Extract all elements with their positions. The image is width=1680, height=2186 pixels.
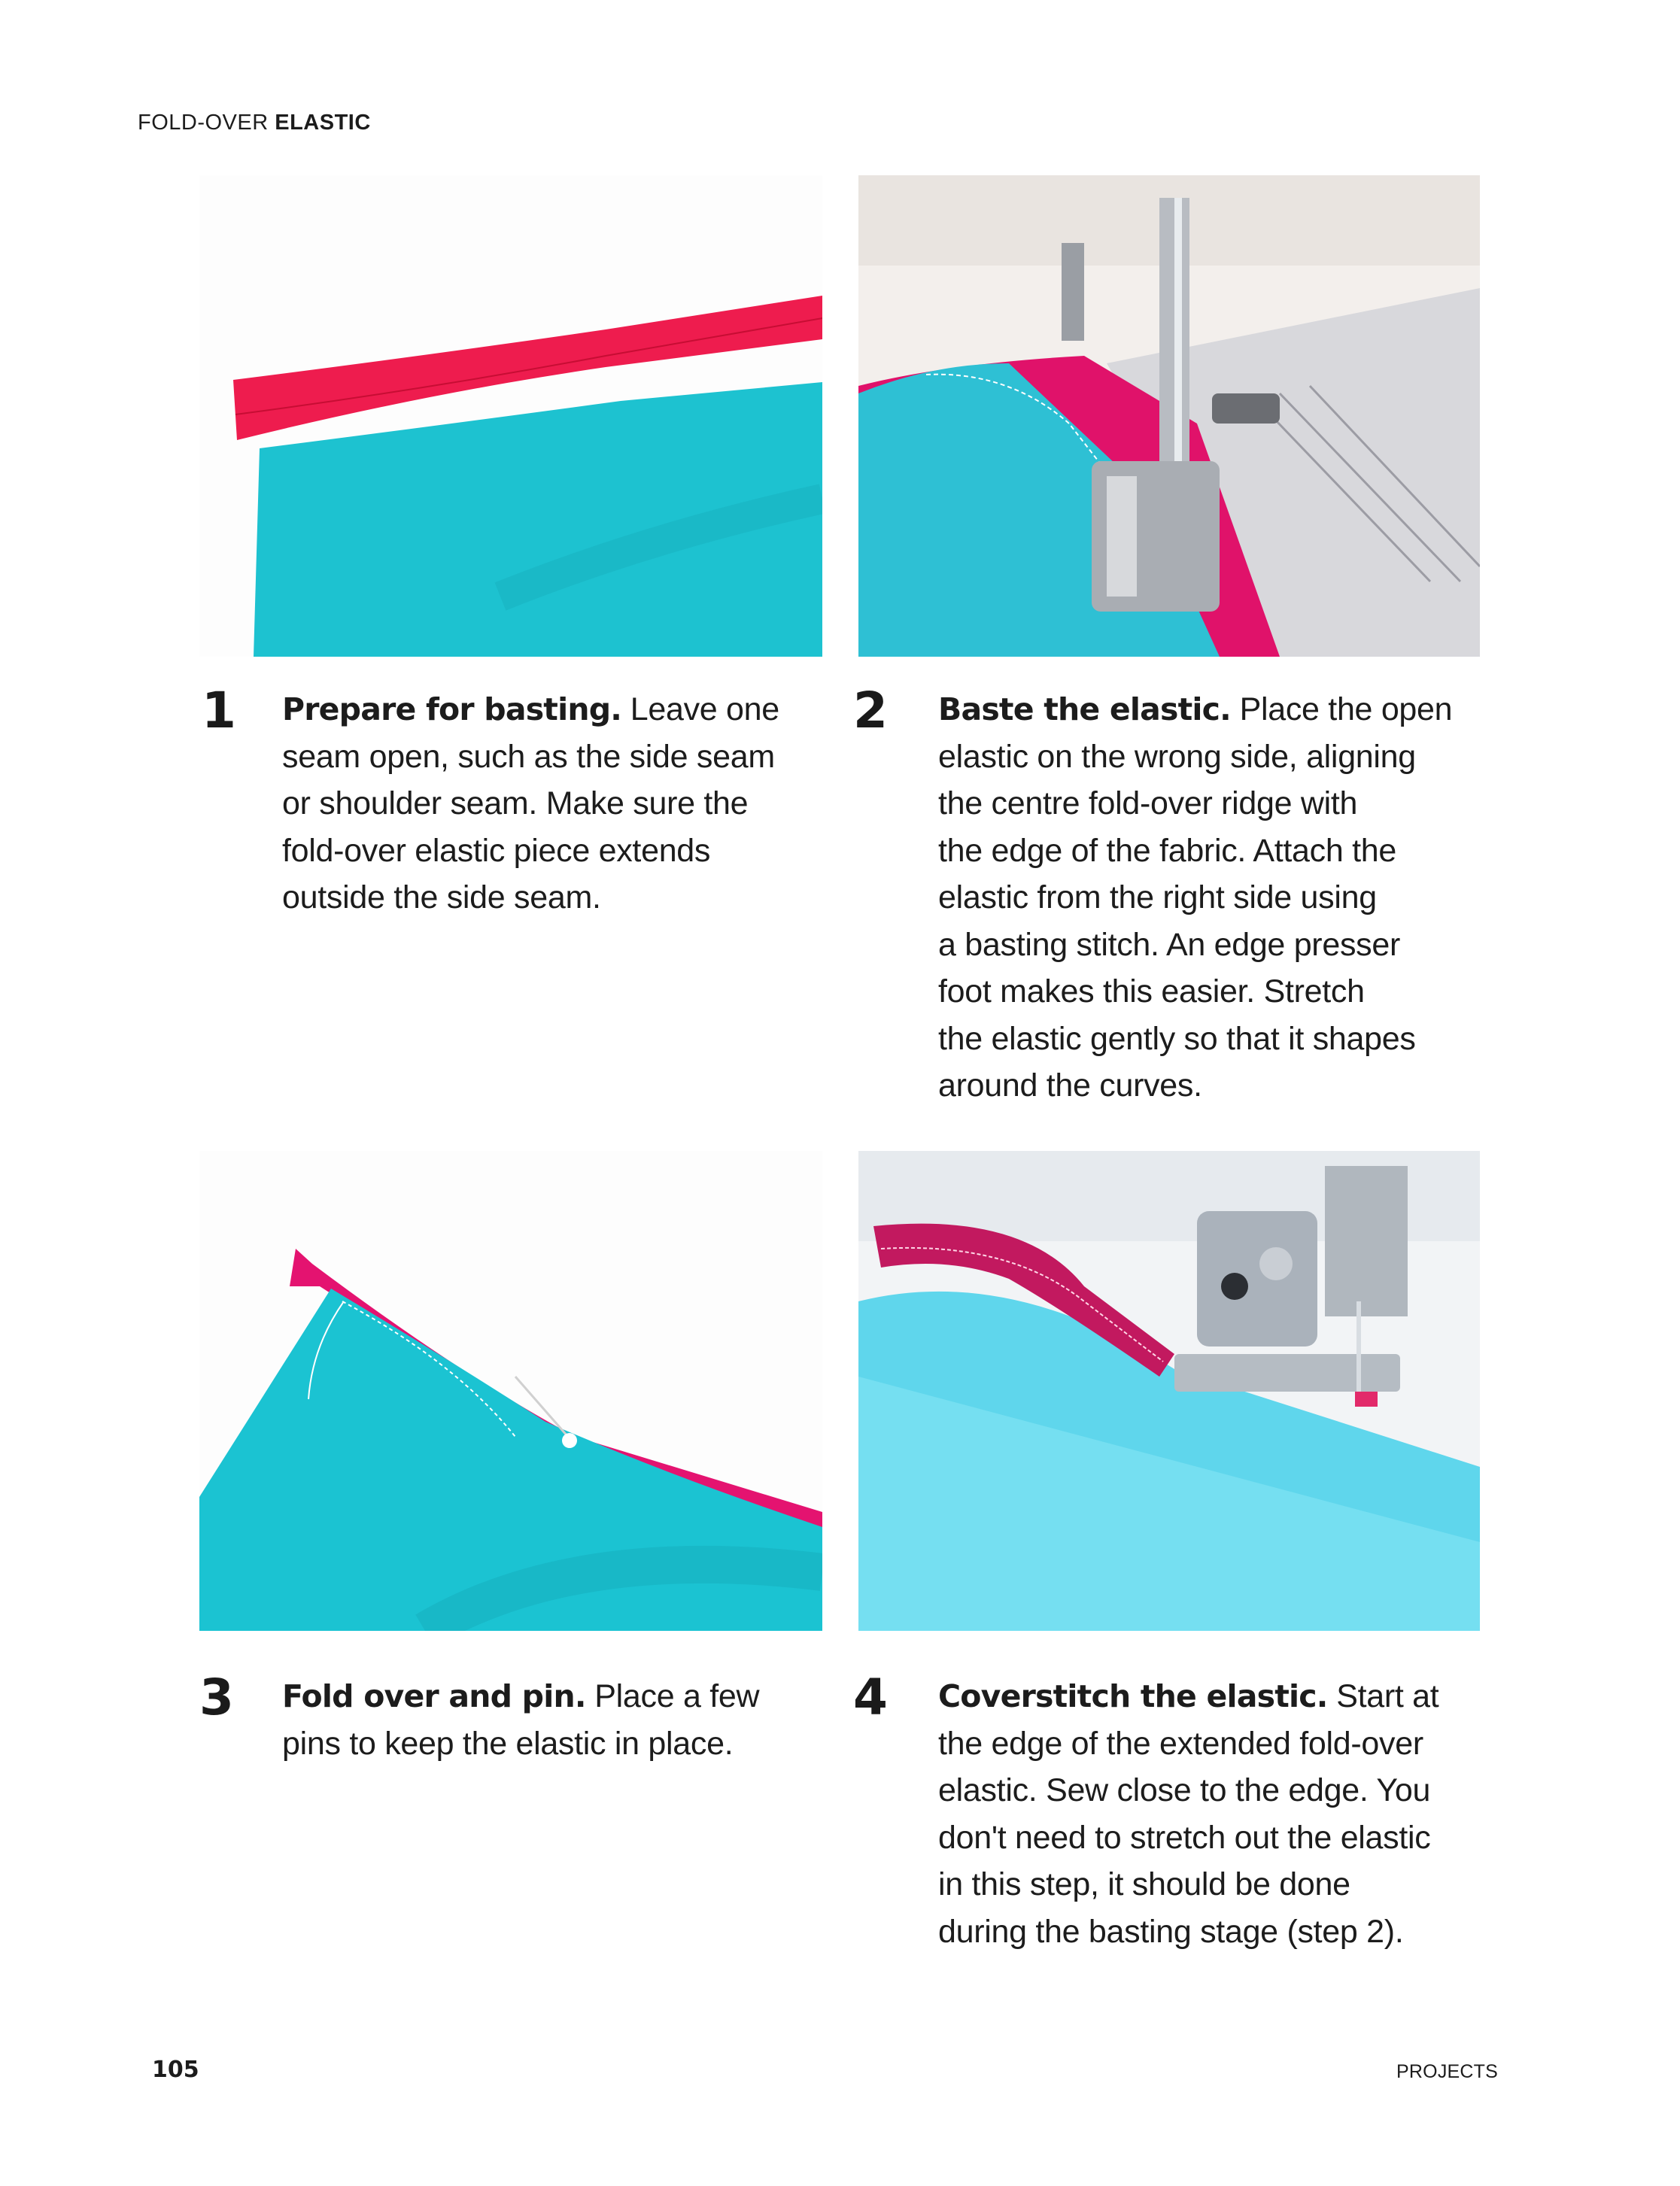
step-line: Place the open bbox=[1230, 691, 1453, 727]
step-line: the edge of the extended fold-over bbox=[938, 1725, 1423, 1762]
step-line: or shoulder seam. Make sure the bbox=[282, 785, 749, 821]
step-text bbox=[938, 686, 1452, 1110]
step-number: 3 bbox=[199, 1668, 234, 1726]
section-label: PROJECTS bbox=[1396, 2061, 1498, 2082]
photo-step-2 bbox=[858, 175, 1480, 657]
step-lead: Baste the elastic. bbox=[938, 691, 1231, 727]
step-line: a basting stitch. An edge presser bbox=[938, 926, 1400, 963]
step-line: pins to keep the elastic in place. bbox=[282, 1725, 734, 1762]
step-line: foot makes this easier. Stretch bbox=[938, 973, 1365, 1010]
step-number: 1 bbox=[202, 682, 236, 739]
step-line: elastic from the right side using bbox=[938, 879, 1377, 915]
running-head-bold: ELASTIC bbox=[275, 111, 371, 135]
step-line: fold-over elastic piece extends bbox=[282, 832, 711, 869]
photo-step-2-illustration bbox=[858, 175, 1480, 657]
page-number: 105 bbox=[152, 2057, 199, 2083]
step-number: 2 bbox=[853, 682, 888, 739]
step-line: elastic on the wrong side, aligning bbox=[938, 738, 1416, 775]
step-line: Start at bbox=[1327, 1678, 1439, 1714]
photo-step-1 bbox=[199, 175, 822, 657]
step-line: don't need to stretch out the elastic bbox=[938, 1819, 1431, 1856]
step-lead: Prepare for basting. bbox=[282, 691, 622, 727]
running-head-light: FOLD-OVER bbox=[138, 111, 269, 135]
photo-step-3-illustration bbox=[199, 1151, 822, 1631]
running-head bbox=[138, 111, 371, 135]
step-number: 4 bbox=[853, 1668, 888, 1726]
step-lead: Coverstitch the elastic. bbox=[938, 1678, 1328, 1714]
photo-step-4 bbox=[858, 1151, 1480, 1631]
photo-step-3 bbox=[199, 1151, 822, 1631]
step-line: Leave one bbox=[621, 691, 779, 727]
step-line: Place a few bbox=[585, 1678, 760, 1714]
step-line: the elastic gently so that it shapes bbox=[938, 1020, 1416, 1057]
step-line: around the curves. bbox=[938, 1067, 1202, 1104]
step-line: in this step, it should be done bbox=[938, 1866, 1350, 1902]
step-line: outside the side seam. bbox=[282, 879, 601, 915]
step-text bbox=[938, 1673, 1438, 1955]
photo-step-4-illustration bbox=[858, 1151, 1480, 1631]
step-line: seam open, such as the side seam bbox=[282, 738, 775, 775]
step-text bbox=[282, 1673, 759, 1767]
step-line: elastic. Sew close to the edge. You bbox=[938, 1772, 1431, 1808]
photo-step-1-illustration bbox=[199, 175, 822, 657]
step-line: the edge of the fabric. Attach the bbox=[938, 832, 1396, 869]
step-line: the centre fold-over ridge with bbox=[938, 785, 1358, 821]
step-line: during the basting stage (step 2). bbox=[938, 1913, 1404, 1950]
step-text bbox=[282, 686, 779, 921]
step-lead: Fold over and pin. bbox=[282, 1678, 586, 1714]
